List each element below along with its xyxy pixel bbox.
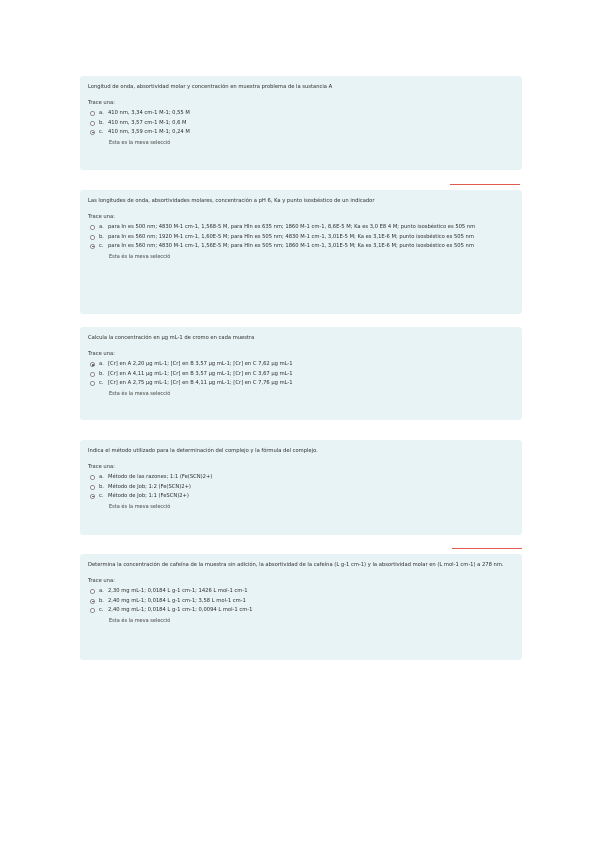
- radio-icon[interactable]: [90, 235, 95, 240]
- option-a[interactable]: a. 2,30 mg mL-1; 0,0184 L g-1 cm-1; 1426 L mol-1 cm-1: [90, 588, 514, 595]
- question-card-2: [80, 190, 522, 314]
- selection-note: Esta és la meva selecció: [109, 504, 171, 511]
- selection-note: Esta és la meva selecció: [109, 618, 171, 625]
- question-prompt: Trace una:: [88, 100, 115, 107]
- option-b[interactable]: b. para In es 560 nm; 1920 M-1 cm-1, 1,60E-5 M; para HIn es 505 nm; 4830 M-1 cm-1, 3,01E-5 M; Ka es 3,1E-6 M; punto isosbéstico es 505 nm: [90, 234, 514, 241]
- radio-icon[interactable]: [90, 608, 95, 613]
- radio-selected-icon[interactable]: [90, 362, 95, 367]
- radio-selected-icon[interactable]: [90, 244, 95, 249]
- option-b[interactable]: b. 410 nm, 3,57 cm-1 M-1; 0,6 M: [90, 120, 514, 127]
- radio-selected-icon[interactable]: [90, 494, 95, 499]
- option-c[interactable]: c. Método de Job; 1:1 (FeSCN)2+): [90, 493, 514, 500]
- radio-icon[interactable]: [90, 589, 95, 594]
- option-a[interactable]: a. para In es 500 nm; 4830 M-1 cm-1, 1,568-5 M, para HIn es 635 nm; 1860 M-1 cm-1, 8,6E-5 M; Ka es 3,0 E8 4 M; punto isosbéstico es 505 nm: [90, 224, 514, 231]
- question-card-3: [80, 327, 522, 420]
- option-a[interactable]: a. Método de las razones; 1:1 (Fe(SCN)2+): [90, 474, 514, 481]
- option-c[interactable]: c. para In es 560 nm; 4830 M-1 cm-1, 1,56E-5 M; para HIn es 505 nm; 1860 M-1 cm-1, 3,01E-5 M; Ka es 3,1E-6 M; punto isosbéstico es 505 nm: [90, 243, 514, 250]
- accent-line: [450, 184, 520, 185]
- option-c[interactable]: c. 2,40 mg mL-1; 0,0184 L g-1 cm-1; 0,0094 L mol-1 cm-1: [90, 607, 514, 614]
- option-b[interactable]: b. 2,40 mg mL-1; 0,0184 L g-1 cm-1; 3,58 L mol-1 cm-1: [90, 598, 514, 605]
- option-b[interactable]: b. [Cr] en A 4,11 µg mL-1; [Cr] en B 3,57 µg mL-1; [Cr] en C 3,67 µg mL-1: [90, 371, 514, 378]
- radio-icon[interactable]: [90, 372, 95, 377]
- question-text: Calcula la concentración en µg mL-1 de cromo en cada muestra: [88, 335, 255, 341]
- question-prompt: Trace una:: [88, 578, 115, 585]
- radio-icon[interactable]: [90, 485, 95, 490]
- radio-icon[interactable]: [90, 121, 95, 126]
- radio-icon[interactable]: [90, 475, 95, 480]
- question-text: Longitud de onda, absortividad molar y concentración en muestra problema de la sustancia A: [88, 84, 333, 90]
- radio-icon[interactable]: [90, 381, 95, 386]
- selection-note: Esta és la meva selecció: [109, 391, 171, 398]
- option-b[interactable]: b. Método de Job; 1:2 (Fe(SCN)2+): [90, 484, 514, 491]
- radio-selected-icon[interactable]: [90, 130, 95, 135]
- option-a[interactable]: a. 410 nm, 3,34 cm-1 M-1; 0,55 M: [90, 110, 514, 117]
- question-card-4: [80, 440, 522, 535]
- selection-note: Esta és la meva selecció: [109, 254, 171, 261]
- question-card-5: [80, 554, 522, 660]
- question-text: Determina la concentración de cafeína de la muestra sin adición, la absortividad de la cafeína (L g-1 cm-1) y la absortividad molar en (L mol-1 cm-1) a 278 nm.: [88, 562, 504, 568]
- selection-note: Esta es la meva selecció: [109, 140, 171, 147]
- radio-icon[interactable]: [90, 111, 95, 116]
- radio-selected-icon[interactable]: [90, 599, 95, 604]
- question-prompt: Trace una:: [88, 464, 115, 471]
- option-c[interactable]: c. 410 nm, 3,59 cm-1 M-1; 0,24 M: [90, 129, 514, 136]
- option-c[interactable]: c. [Cr] en A 2,75 µg mL-1; [Cr] en B 4,11 µg mL-1; [Cr] en C 7,76 µg mL-1: [90, 380, 514, 387]
- question-prompt: Trace una:: [88, 351, 115, 358]
- option-a[interactable]: a. [Cr] en A 2,20 µg mL-1; [Cr] en B 3,57 µg mL-1; [Cr] en C 7,62 µg mL-1: [90, 361, 514, 368]
- question-card-1: [80, 76, 522, 170]
- question-text: Indica el método utilizado para la determinación del complejo y la fórmula del complejo.: [88, 448, 318, 454]
- question-prompt: Trace una:: [88, 214, 115, 221]
- accent-line: [452, 548, 522, 549]
- radio-icon[interactable]: [90, 225, 95, 230]
- question-text: Las longitudes de onda, absortividades molares, concentración a pH 6, Ka y punto isosbéstico de un indicador: [88, 198, 375, 204]
